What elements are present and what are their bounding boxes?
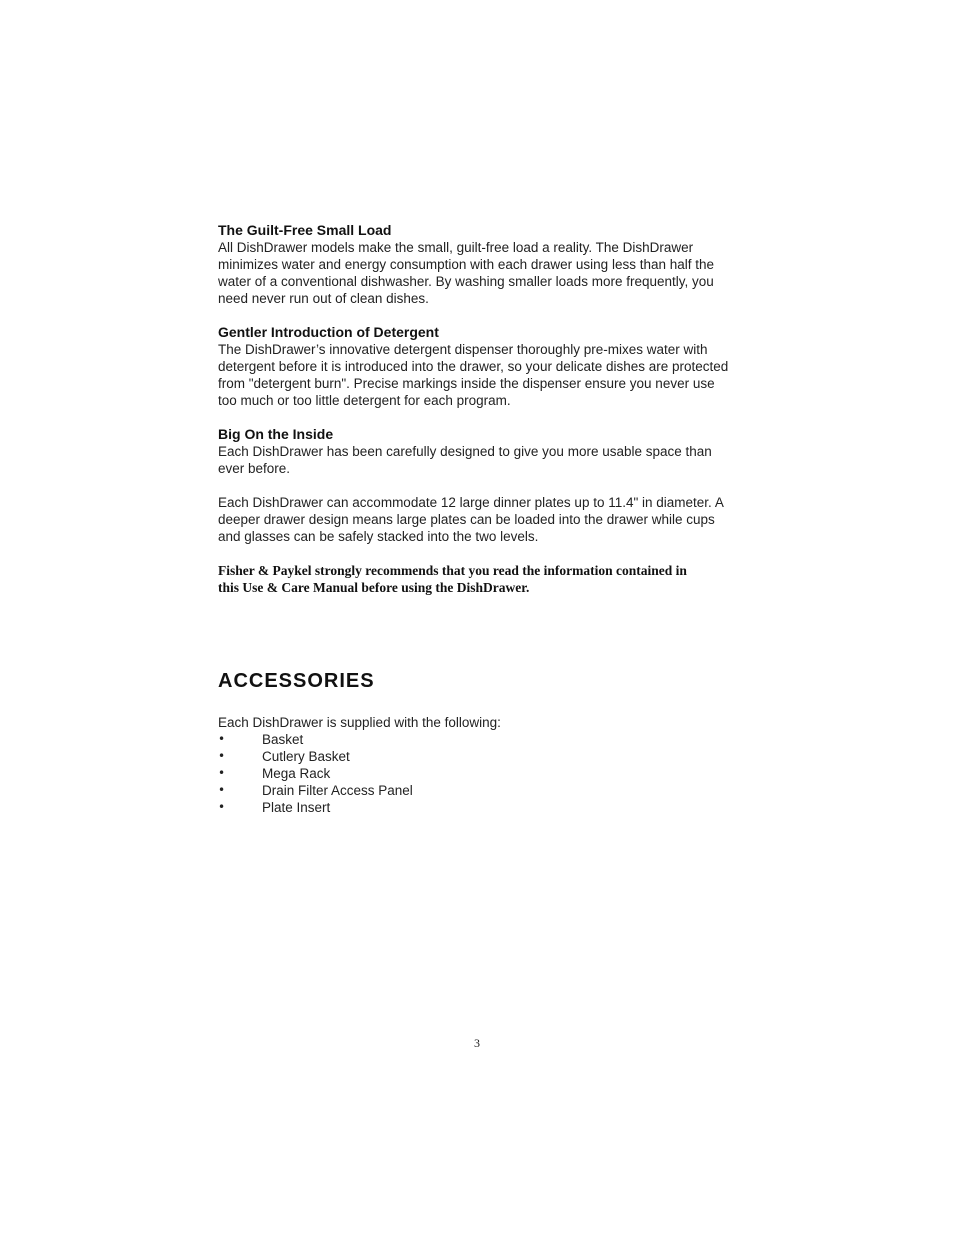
section-big-inside (218, 426, 748, 545)
list-item (218, 799, 748, 816)
paragraph-line: water of a conventional dishwasher. By washing smaller loads more frequently, you (218, 274, 714, 289)
section-heading: The Guilt-Free Small Load (218, 222, 392, 238)
list-item (218, 731, 748, 748)
paragraph-line: and glasses can be safely stacked into the two levels. (218, 529, 539, 544)
paragraph-line: All DishDrawer models make the small, guilt-free load a reality. The DishDrawer (218, 240, 694, 255)
paragraph-line: Each DishDrawer can accommodate 12 large dinner plates up to 11.4" in diameter. A (218, 495, 724, 510)
recommendation-line: Fisher & Paykel strongly recommends that you read the information contained in (218, 563, 687, 578)
paragraph-line: need never run out of clean dishes. (218, 291, 429, 306)
list-item (218, 765, 748, 782)
paragraph-line: detergent before it is introduced into the drawer, so your delicate dishes are protected (218, 359, 729, 374)
bullet-icon: • (218, 766, 226, 780)
spacer (218, 545, 748, 562)
list-item-label: Plate Insert (262, 800, 331, 815)
section-heading: Gentler Introduction of Detergent (218, 324, 439, 340)
paragraph-line: from "detergent burn". Precise markings inside the dispenser ensure you never use (218, 376, 715, 391)
paragraph-line: deeper drawer design means large plates can be loaded into the drawer while cups (218, 512, 715, 527)
section-small-load (218, 222, 748, 307)
paragraph-line: The DishDrawer’s innovative detergent dispenser thoroughly pre-mixes water with (218, 342, 708, 357)
list-item-label: Mega Rack (262, 766, 331, 781)
list-item-label: Cutlery Basket (262, 749, 350, 764)
list-item-label: Basket (262, 732, 304, 747)
accessories-list (218, 731, 748, 816)
bullet-icon: • (218, 732, 226, 746)
paragraph-line: minimizes water and energy consumption with each drawer using less than half the (218, 257, 715, 272)
page-number: 3 (474, 1036, 480, 1050)
accessories-intro: Each DishDrawer is supplied with the following: (218, 715, 501, 730)
main-content (218, 222, 748, 596)
spacer (218, 409, 748, 426)
list-item-label: Drain Filter Access Panel (262, 783, 413, 798)
recommendation-line: this Use & Care Manual before using the DishDrawer. (218, 580, 530, 595)
list-item (218, 748, 748, 765)
bullet-icon: • (218, 783, 226, 797)
recommendation-note (218, 562, 748, 596)
paragraph-line: Each DishDrawer has been carefully designed to give you more usable space than (218, 444, 712, 459)
list-item (218, 782, 748, 799)
spacer (218, 307, 748, 324)
paragraph-line: ever before. (218, 461, 291, 476)
bullet-icon: • (218, 749, 226, 763)
spacer (218, 477, 748, 494)
bullet-icon: • (218, 800, 226, 814)
paragraph-line: too much or too little detergent for each program. (218, 393, 511, 408)
section-detergent (218, 324, 748, 409)
section-heading: Big On the Inside (218, 426, 334, 442)
accessories-block (218, 714, 748, 816)
accessories-title: ACCESSORIES (218, 670, 375, 692)
